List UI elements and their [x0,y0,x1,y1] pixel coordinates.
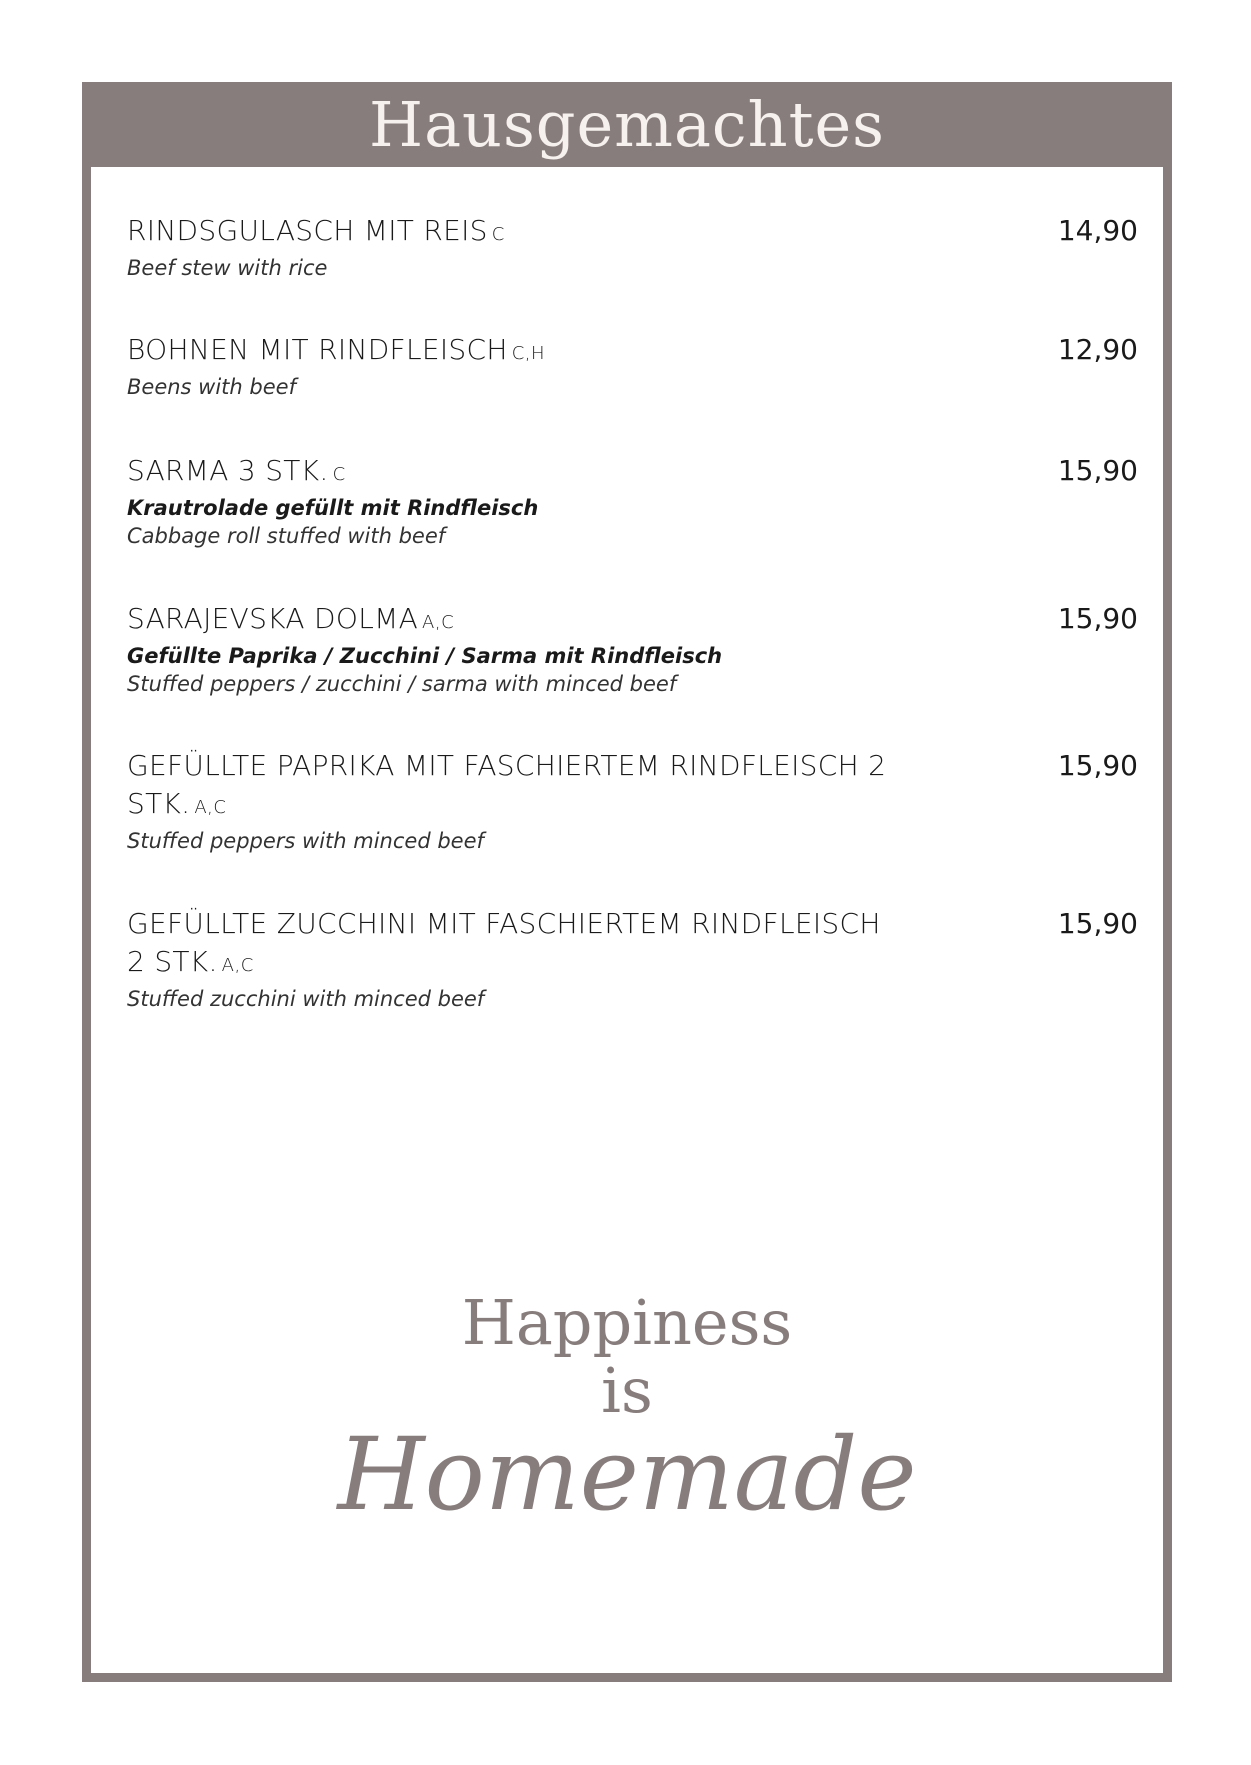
menu-item-sarma [127,452,1138,550]
allergen-codes: C [332,464,346,485]
item-name: GEFÜLLTE ZUCCHINI MIT FASCHIERTEM RINDFLEISCH 2 STK. A,C [127,907,881,978]
item-price: 14,90 [1057,214,1138,247]
menu-item-gulasch [127,212,1138,282]
menu-item-bohnen [127,331,1138,401]
item-price: 15,90 [1057,907,1138,940]
item-description-en: Stuffed peppers with minced beef [127,829,484,853]
slogan-line-1: Happiness [461,1286,793,1359]
allergen-codes: C,H [511,343,546,364]
item-name: RINDSGULASCH MIT REIS C [127,214,505,247]
page-title: Hausgemachtes [369,87,885,161]
slogan-line-2: is [601,1354,653,1427]
item-price: 15,90 [1057,602,1138,635]
menu-header [91,82,1163,167]
item-description-en: Beef stew with rice [127,256,328,280]
item-description-en: Stuffed peppers / zucchini / sarma with minced beef [127,672,677,696]
item-description-de: Gefüllte Paprika / Zucchini / Sarma mit Rindfleisch [127,644,723,668]
item-price: 15,90 [1057,749,1138,782]
allergen-codes: A,C [221,955,254,976]
item-description-en: Stuffed zucchini with minced beef [127,987,485,1011]
item-name: SARMA 3 STK. C [127,454,346,487]
menu-item-paprika [127,747,1138,855]
allergen-codes: A,C [194,797,227,818]
item-name: SARAJEVSKA DOLMA A,C [127,602,455,635]
item-price: 12,90 [1057,333,1138,366]
item-name: BOHNEN MIT RINDFLEISCH C,H [127,333,546,366]
item-description-en: Beens with beef [127,375,296,399]
menu-item-zucchini [127,905,1138,1013]
item-name: GEFÜLLTE PAPRIKA MIT FASCHIERTEM RINDFLEISCH 2 STK. A,C [127,749,887,820]
menu-item-dolma [127,600,1138,698]
item-description-de: Krautrolade gefüllt mit Rindfleisch [127,496,539,520]
item-description-en: Cabbage roll stuffed with beef [127,524,446,548]
item-price: 15,90 [1057,454,1138,487]
menu-frame [82,82,1172,1682]
slogan-line-3: Homemade [337,1416,917,1533]
allergen-codes: A,C [422,612,455,633]
allergen-codes: C [491,224,505,245]
